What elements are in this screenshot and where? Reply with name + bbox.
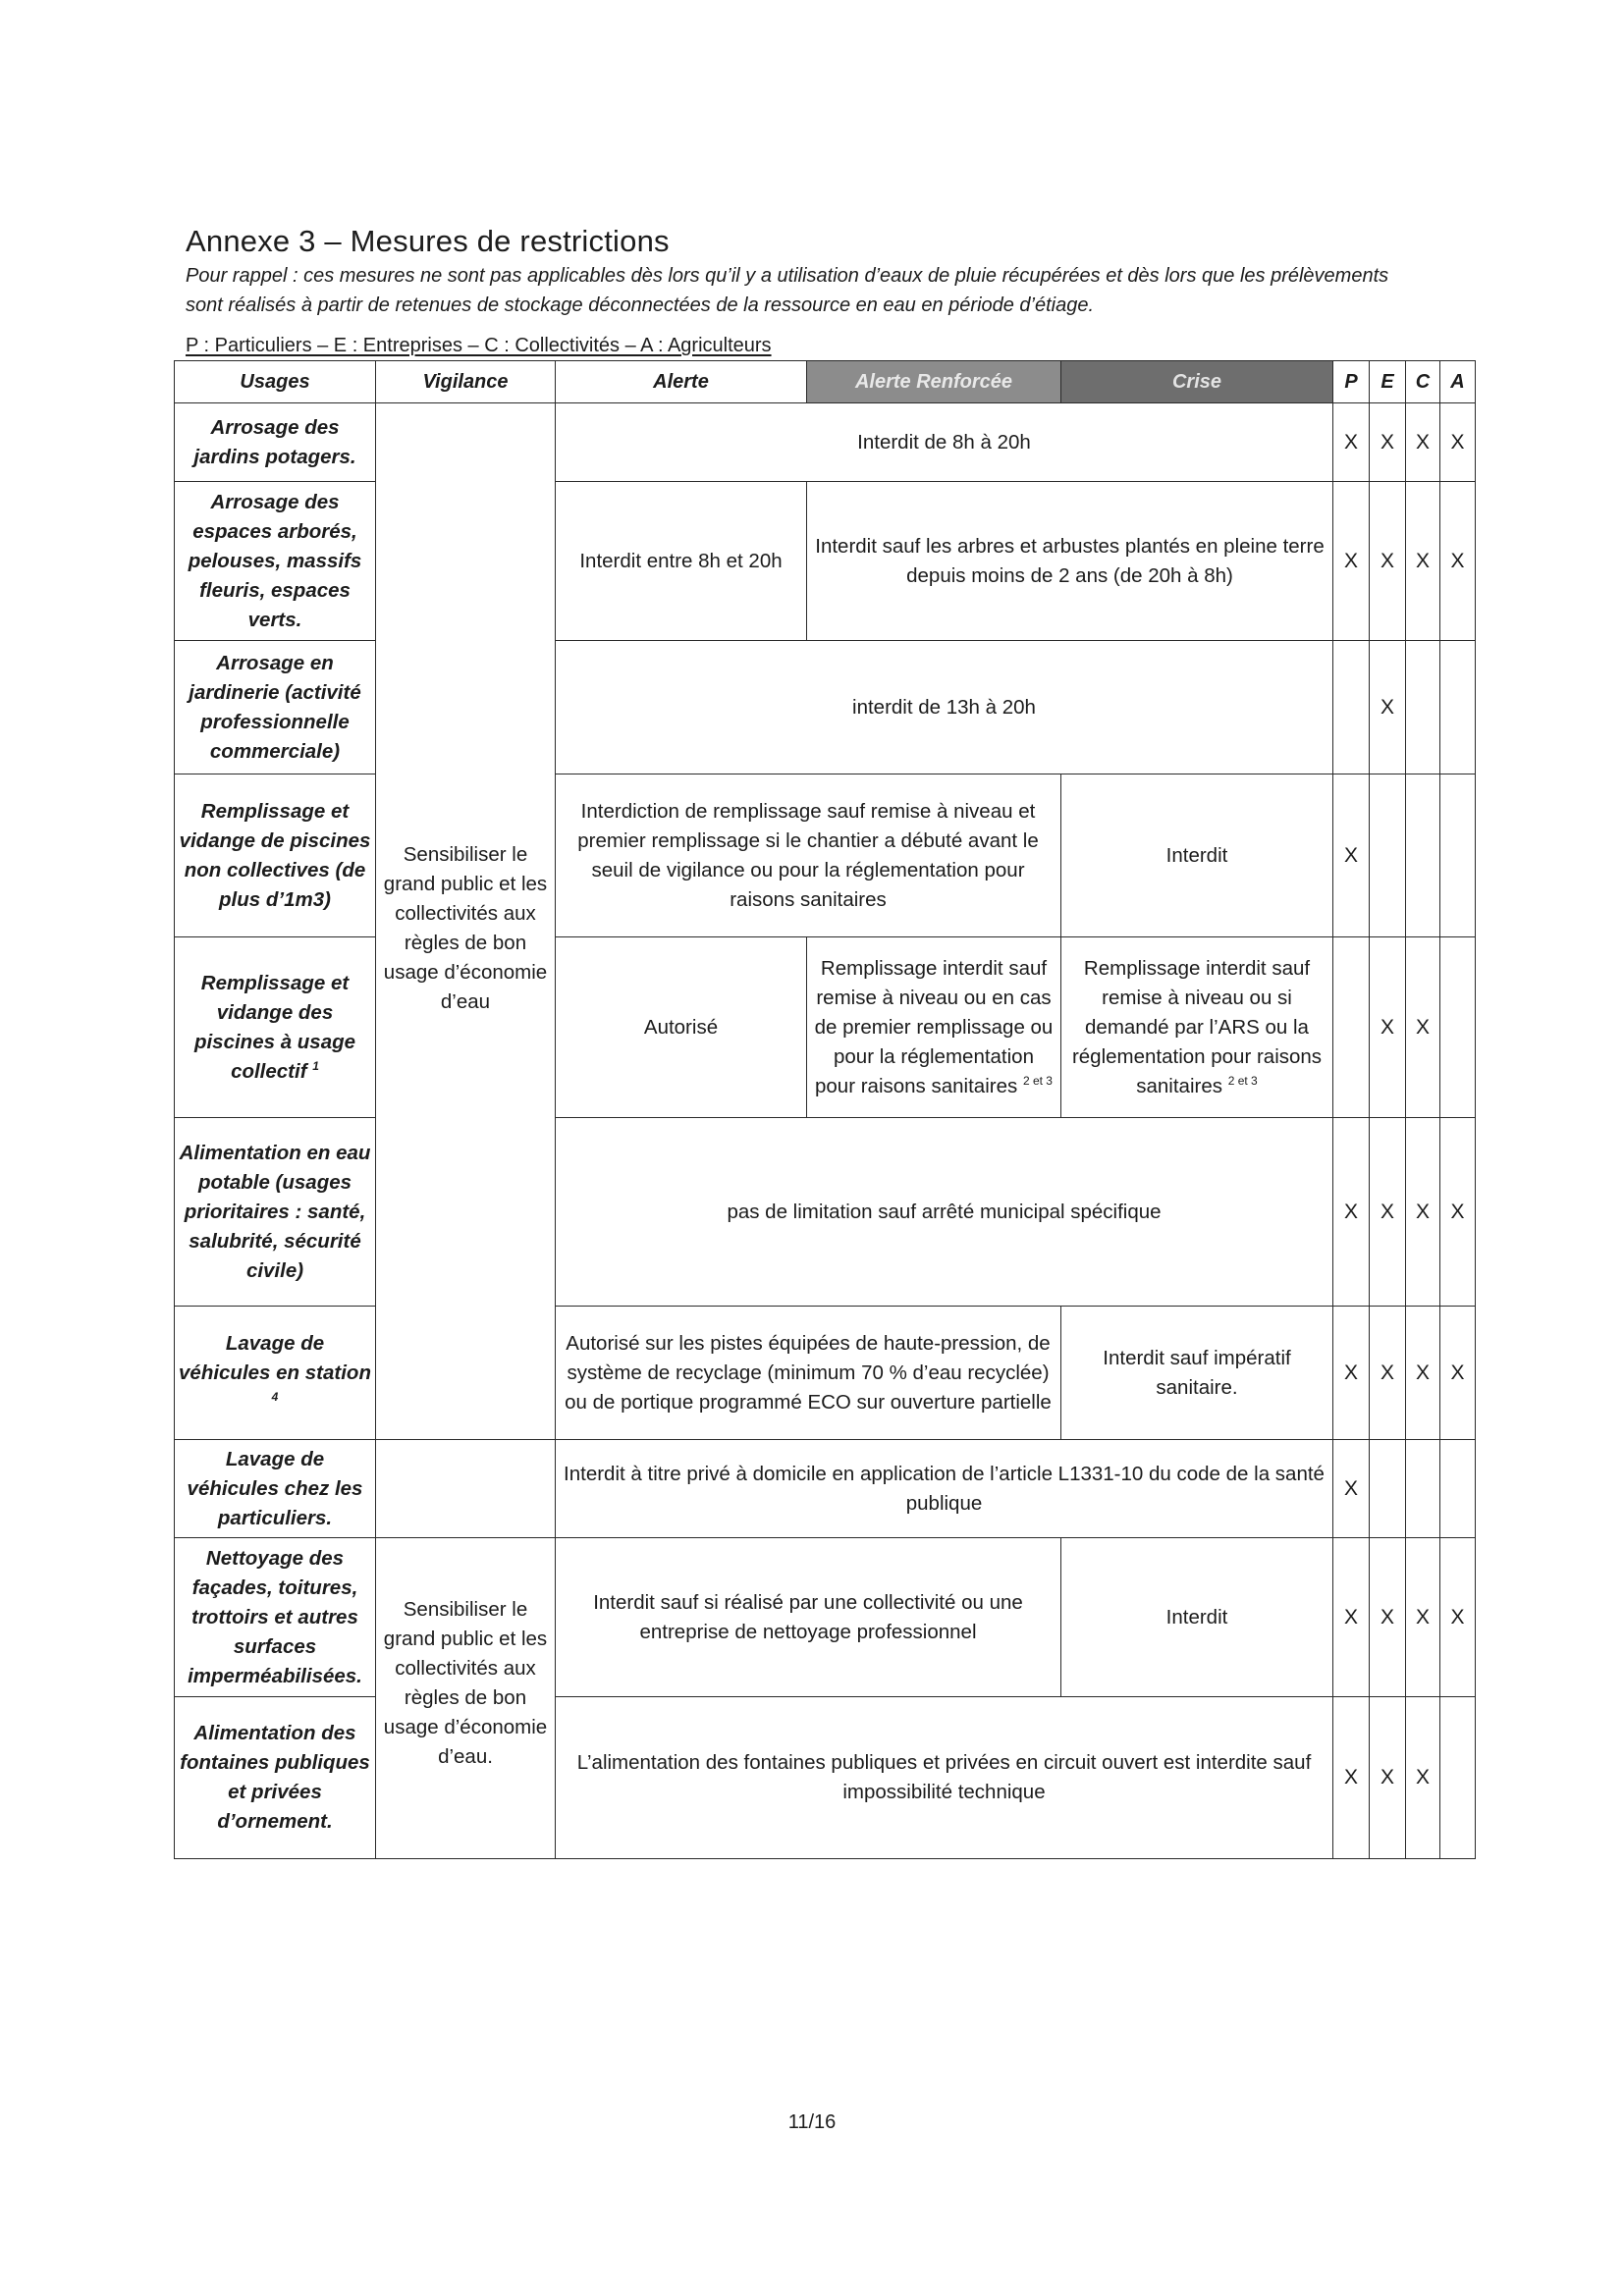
c-cell: X [1406,1538,1440,1697]
header-c: C [1406,361,1440,403]
table-row [175,937,1476,1118]
header-alerte-renforcee: Alerte Renforcée [807,361,1061,403]
footnote-ref: 4 [271,1389,279,1404]
usage-cell [175,937,376,1118]
a-cell [1440,641,1476,774]
crise-cell: Interdit sauf impératif sanitaire. [1061,1307,1333,1440]
a-cell: X [1440,1118,1476,1307]
usage-cell: Alimentation en eau potable (usages prioritaires : santé, salubrité, sécurité civile) [175,1118,376,1307]
e-cell: X [1370,1697,1406,1859]
restrictions-table [174,360,1476,1859]
p-cell: X [1333,403,1370,482]
p-cell: X [1333,774,1370,937]
header-p: P [1333,361,1370,403]
intro-note: Pour rappel : ces mesures ne sont pas applicables dès lors qu’il y a utilisation d’eaux de pluie récupérées et dès lors que les prélèvements sont réalisés à partir de retenues de stockage déconnectées de la ressource en eau en période d’étiage. [186,265,1389,316]
e-cell: X [1370,1118,1406,1307]
measure-cell: Interdit à titre privé à domicile en application de l’article L1331-10 du code de la santé publique [556,1440,1333,1538]
header-crise: Crise [1061,361,1333,403]
usage-cell: Alimentation des fontaines publiques et privées d’ornement. [175,1697,376,1859]
table-row [175,482,1476,641]
renforcee-text: Remplissage interdit sauf remise à niveau ou en cas de premier remplissage ou pour la réglementation pour raisons sanitaires [814,956,1054,1097]
crise-cell: Interdit [1061,1538,1333,1697]
usage-cell: Remplissage et vidange de piscines non collectives (de plus d’1m3) [175,774,376,937]
e-cell [1370,1440,1406,1538]
page-title: Annexe 3 – Mesures de restrictions [186,224,670,258]
a-cell: X [1440,1307,1476,1440]
table-row [175,1118,1476,1307]
c-cell: X [1406,1307,1440,1440]
p-cell: X [1333,1440,1370,1538]
alerte-renforcee-cell: Interdiction de remplissage sauf remise à niveau et premier remplissage si le chantier a débuté avant le seuil de vigilance ou pour la réglementation pour raisons sanitaires [556,774,1061,937]
c-cell [1406,641,1440,774]
vigilance-cell: Sensibiliser le grand public et les collectivités aux règles de bon usage d’économie d’eau. [376,1538,556,1859]
header-usages: Usages [175,361,376,403]
vigilance-cell [376,1440,556,1538]
table-row [175,641,1476,774]
c-cell [1406,774,1440,937]
measure-cell: pas de limitation sauf arrêté municipal spécifique [556,1118,1333,1307]
e-cell: X [1370,937,1406,1118]
usage-cell: Lavage de véhicules chez les particuliers. [175,1440,376,1538]
e-cell: X [1370,1307,1406,1440]
p-cell [1333,641,1370,774]
renforcee-crise-cell: Interdit sauf les arbres et arbustes plantés en pleine terre depuis moins de 2 ans (de 20h à 8h) [807,482,1333,641]
usage-cell: Arrosage en jardinerie (activité professionnelle commerciale) [175,641,376,774]
e-cell [1370,774,1406,937]
c-cell: X [1406,937,1440,1118]
c-cell [1406,1440,1440,1538]
vigilance-cell: Sensibiliser le grand public et les collectivités aux règles de bon usage d’économie d’eau [376,403,556,1440]
e-cell: X [1370,482,1406,641]
crise-text: Remplissage interdit sauf remise à niveau ou si demandé par l’ARS ou la réglementation pour raisons sanitaires [1071,956,1323,1097]
c-cell: X [1406,403,1440,482]
e-cell: X [1370,641,1406,774]
table-row [175,1307,1476,1440]
header-a: A [1440,361,1476,403]
header-vigilance: Vigilance [376,361,556,403]
table-row [175,1440,1476,1538]
e-cell: X [1370,403,1406,482]
alerte-renforcee-cell: Interdit sauf si réalisé par une collectivité ou une entreprise de nettoyage professionnel [556,1538,1061,1697]
usage-cell [175,1307,376,1440]
crise-cell [1061,937,1333,1118]
table-row [175,1697,1476,1859]
header-row [175,361,1476,403]
e-cell: X [1370,1538,1406,1697]
usage-cell: Arrosage des jardins potagers. [175,403,376,482]
crise-cell: Interdit [1061,774,1333,937]
usage-text: Lavage de véhicules en station [179,1331,371,1384]
header-alerte: Alerte [556,361,807,403]
table-row [175,403,1476,482]
a-cell: X [1440,403,1476,482]
table-row [175,774,1476,937]
a-cell: X [1440,482,1476,641]
a-cell [1440,774,1476,937]
c-cell: X [1406,482,1440,641]
p-cell [1333,937,1370,1118]
footnote-ref: 2 et 3 [1022,1073,1053,1088]
renforcee-cell [807,937,1061,1118]
table-row [175,1538,1476,1697]
usage-cell: Nettoyage des façades, toitures, trottoirs et autres surfaces imperméabilisées. [175,1538,376,1697]
p-cell: X [1333,1538,1370,1697]
footnote-ref: 2 et 3 [1227,1073,1258,1088]
p-cell: X [1333,482,1370,641]
alerte-cell: Interdit entre 8h et 20h [556,482,807,641]
p-cell: X [1333,1307,1370,1440]
measure-cell: L’alimentation des fontaines publiques et privées en circuit ouvert est interdite sauf impossibilité technique [556,1697,1333,1859]
alerte-cell: Autorisé [556,937,807,1118]
a-cell [1440,1697,1476,1859]
footnote-ref: 1 [312,1058,319,1073]
a-cell [1440,1440,1476,1538]
usage-text: Remplissage et vidange des piscines à usage collectif [193,971,356,1083]
p-cell: X [1333,1118,1370,1307]
measure-cell: Interdit de 8h à 20h [556,403,1333,482]
a-cell [1440,937,1476,1118]
p-cell: X [1333,1697,1370,1859]
c-cell: X [1406,1697,1440,1859]
alerte-renforcee-cell: Autorisé sur les pistes équipées de haute-pression, de système de recyclage (minimum 70 % d’eau recyclée) ou de portique programmé ECO sur ouverture partielle [556,1307,1061,1440]
c-cell: X [1406,1118,1440,1307]
legend: P : Particuliers – E : Entreprises – C : Collectivités – A : Agriculteurs [186,335,772,356]
page-number: 11/16 [787,2111,837,2133]
usage-cell: Arrosage des espaces arborés, pelouses, massifs fleuris, espaces verts. [175,482,376,641]
header-e: E [1370,361,1406,403]
a-cell: X [1440,1538,1476,1697]
measure-cell: interdit de 13h à 20h [556,641,1333,774]
